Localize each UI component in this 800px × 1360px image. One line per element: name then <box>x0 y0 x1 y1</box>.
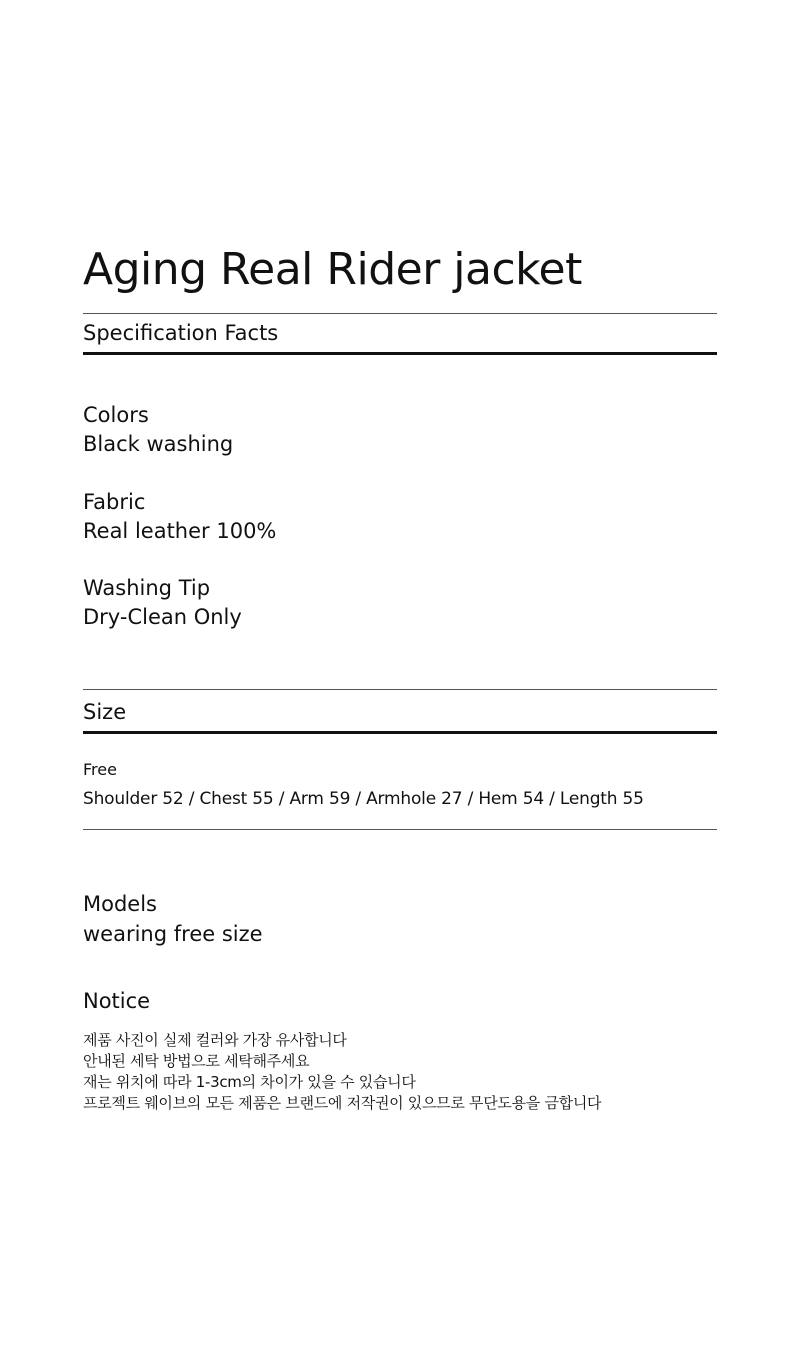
spec-value-washing-tip: Dry-Clean Only <box>83 605 242 629</box>
spec-label-washing-tip: Washing Tip <box>83 576 211 600</box>
spec-value-fabric: Real leather 100% <box>83 519 277 543</box>
spec-label-fabric: Fabric <box>83 490 146 514</box>
size-label: Free <box>83 760 117 779</box>
notice-line: 프로젝트 웨이브의 모든 제품은 브랜드에 저작권이 있으므로 무단도용을 금합니다 <box>83 1094 602 1112</box>
divider <box>83 731 717 734</box>
size-heading: Size <box>83 700 127 724</box>
notice-line: 재는 위치에 따라 1-3cm의 차이가 있을 수 있습니다 <box>83 1073 416 1091</box>
divider <box>83 689 717 690</box>
product-title: Aging Real Rider jacket <box>83 244 582 295</box>
divider <box>83 313 717 314</box>
notice-line: 안내된 세탁 방법으로 세탁해주세요 <box>83 1052 310 1070</box>
spec-heading: Specification Facts <box>83 321 279 345</box>
notice-line: 제품 사진이 실제 컬러와 가장 유사합니다 <box>83 1031 347 1049</box>
divider <box>83 829 717 830</box>
size-dimensions: Shoulder 52 / Chest 55 / Arm 59 / Armhole 27 / Hem 54 / Length 55 <box>83 789 644 809</box>
models-text: wearing free size <box>83 922 263 946</box>
divider <box>83 352 717 355</box>
models-heading: Models <box>83 892 157 916</box>
notice-heading: Notice <box>83 989 151 1013</box>
spec-label-colors: Colors <box>83 403 149 427</box>
spec-value-colors: Black washing <box>83 432 234 456</box>
